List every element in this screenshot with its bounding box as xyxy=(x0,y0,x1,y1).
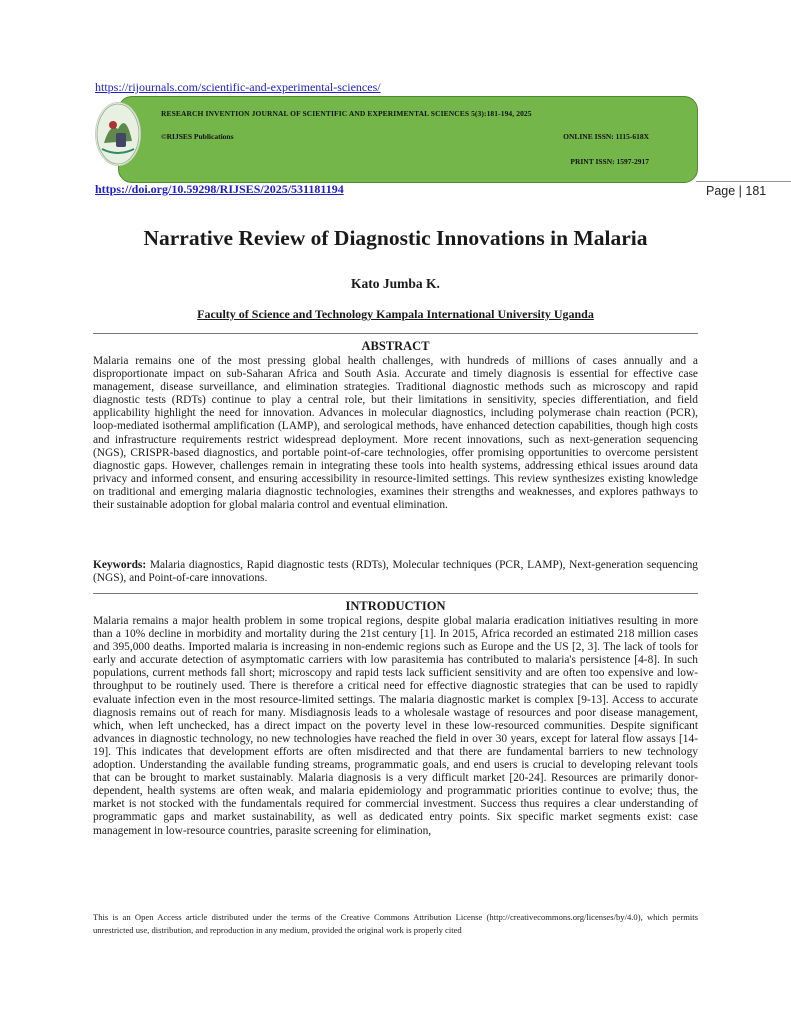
page-number: Page | 181 xyxy=(706,184,767,198)
publisher-label: ©RIJSES Publications xyxy=(161,132,234,141)
abstract-top-rule xyxy=(93,333,698,334)
print-issn: PRINT ISSN: 1597-2917 xyxy=(570,157,649,166)
keywords-label: Keywords: xyxy=(93,559,147,571)
abstract-text: Malaria remains one of the most pressing global health challenges, with hundreds of millions of cases annually and a disproportionate impact on sub-Saharan Africa and South Asia. Accurate and timely diagnosis is essential for effective case management, disease surveillance, and elimination strategies. Traditional diagnostic methods such as microscopy and rapid diagnostic tests (RDTs) continue to play a central role, but their limitations in sensitivity, species differentiation, and field applicability highlight the need for innovation. Advances in molecular diagnostics, including polymerase chain reaction (PCR), loop-mediated isothermal amplification (LAMP), and serological methods, have enhanced detection capabilities, though high costs and infrastructure requirements restrict widespread deployment. More recent innovations, such as next-generation sequencing (NGS), CRISPR-based diagnostics, and portable point-of-care technologies, offer promising opportunities to overcome persistent diagnostic gaps. However, challenges remain in integrating these tools into health systems, addressing ethical issues around data privacy and informed consent, and ensuring accessibility in resource-limited settings. This review synthesizes existing knowledge on traditional and emerging malaria diagnostic technologies, examines their strengths and weaknesses, and explores pathways to their sustainable adoption for global malaria control and eventual elimination. xyxy=(93,355,698,512)
article-title: Narrative Review of Diagnostic Innovations in Malaria xyxy=(143,226,648,250)
doi-link[interactable]: https://doi.org/10.59298/RIJSES/2025/531181194 xyxy=(95,182,344,196)
introduction-text: Malaria remains a major health problem in some tropical regions, despite global malaria eradication initiatives resulting in more than a 10% decline in morbidity and mortality during the 21st century [1]. In 2015, Africa recorded an estimated 218 million cases and 395,000 deaths. Imported malaria is increasing in non-endemic regions such as Europe and the US [2, 3]. The lack of tools for early and accurate detection of asymptomatic carriers with low parasitemia has contributed to malaria's persistence [4-8]. In such populations, current methods fall short; microscopy and rapid tests lack sufficient sensitivity and are often too expensive and low-throughput to be routinely used. There is therefore a critical need for effective diagnostic strategies that can be used to rapidly evaluate infection even in the most resource-limited settings. The malaria diagnostic market is complex [9-13]. Access to accurate diagnosis remains out of reach for many. Misdiagnosis leads to a wholesale wastage of resources and poor disease management, which, when left unchecked, has a direct impact on the poverty level in these low-resourced communities. Despite significant advances in diagnostic technology, no new technologies have reached the field in over 30 years, except for lateral flow assays [14-19]. This indicates that development efforts are often misdirected and that there are fundamental barriers to new technology adoption. Understanding the available funding streams, programmatic goals, and end users is crucial to developing relevant tools that can be brought to market sustainably. Malaria diagnosis is a very difficult market [20-24]. Resources are primarily donor-dependent, health systems are often weak, and malaria epidemiology and programmatic priorities continue to evolve; thus, the market is not stocked with the fundamentals required for commercial investment. Success thus requires a clear understanding of programmatic gaps and market sustainability, as well as dedicated entry points. Six specific market segments exist: case management in low-resource countries, parasite screening for elimination, xyxy=(93,615,698,837)
author-affiliation: Faculty of Science and Technology Kampala International University Uganda xyxy=(197,307,594,321)
journal-logo-icon xyxy=(95,102,141,166)
introduction-heading: INTRODUCTION xyxy=(345,599,446,613)
online-issn: ONLINE ISSN: 1115-618X xyxy=(563,132,649,141)
abstract-heading: ABSTRACT xyxy=(361,339,430,353)
article-author: Kato Jumba K. xyxy=(351,276,440,291)
keywords-list: Malaria diagnostics, Rapid diagnostic tests (RDTs), Molecular techniques (PCR, LAMP), Next-generation sequencing (NGS), and Point-of-care innovations. xyxy=(93,559,698,585)
license-footer: This is an Open Access article distributed under the terms of the Creative Commons Attribution License (http://creativecommons.org/licenses/by/4.0), which permits unrestricted use, distribution, and reproduction in any medium, provided the original work is properly cited xyxy=(93,912,698,935)
journal-title: RESEARCH INVENTION JOURNAL OF SCIENTIFIC AND EXPERIMENTAL SCIENCES 5(3):181-194, 2025 xyxy=(161,109,532,118)
page-number-divider xyxy=(696,181,791,182)
keywords-line xyxy=(93,559,698,585)
journal-url-link[interactable]: https://rijournals.com/scientific-and-experimental-sciences/ xyxy=(95,80,381,94)
introduction-top-rule xyxy=(93,593,698,594)
journal-banner xyxy=(118,96,698,183)
